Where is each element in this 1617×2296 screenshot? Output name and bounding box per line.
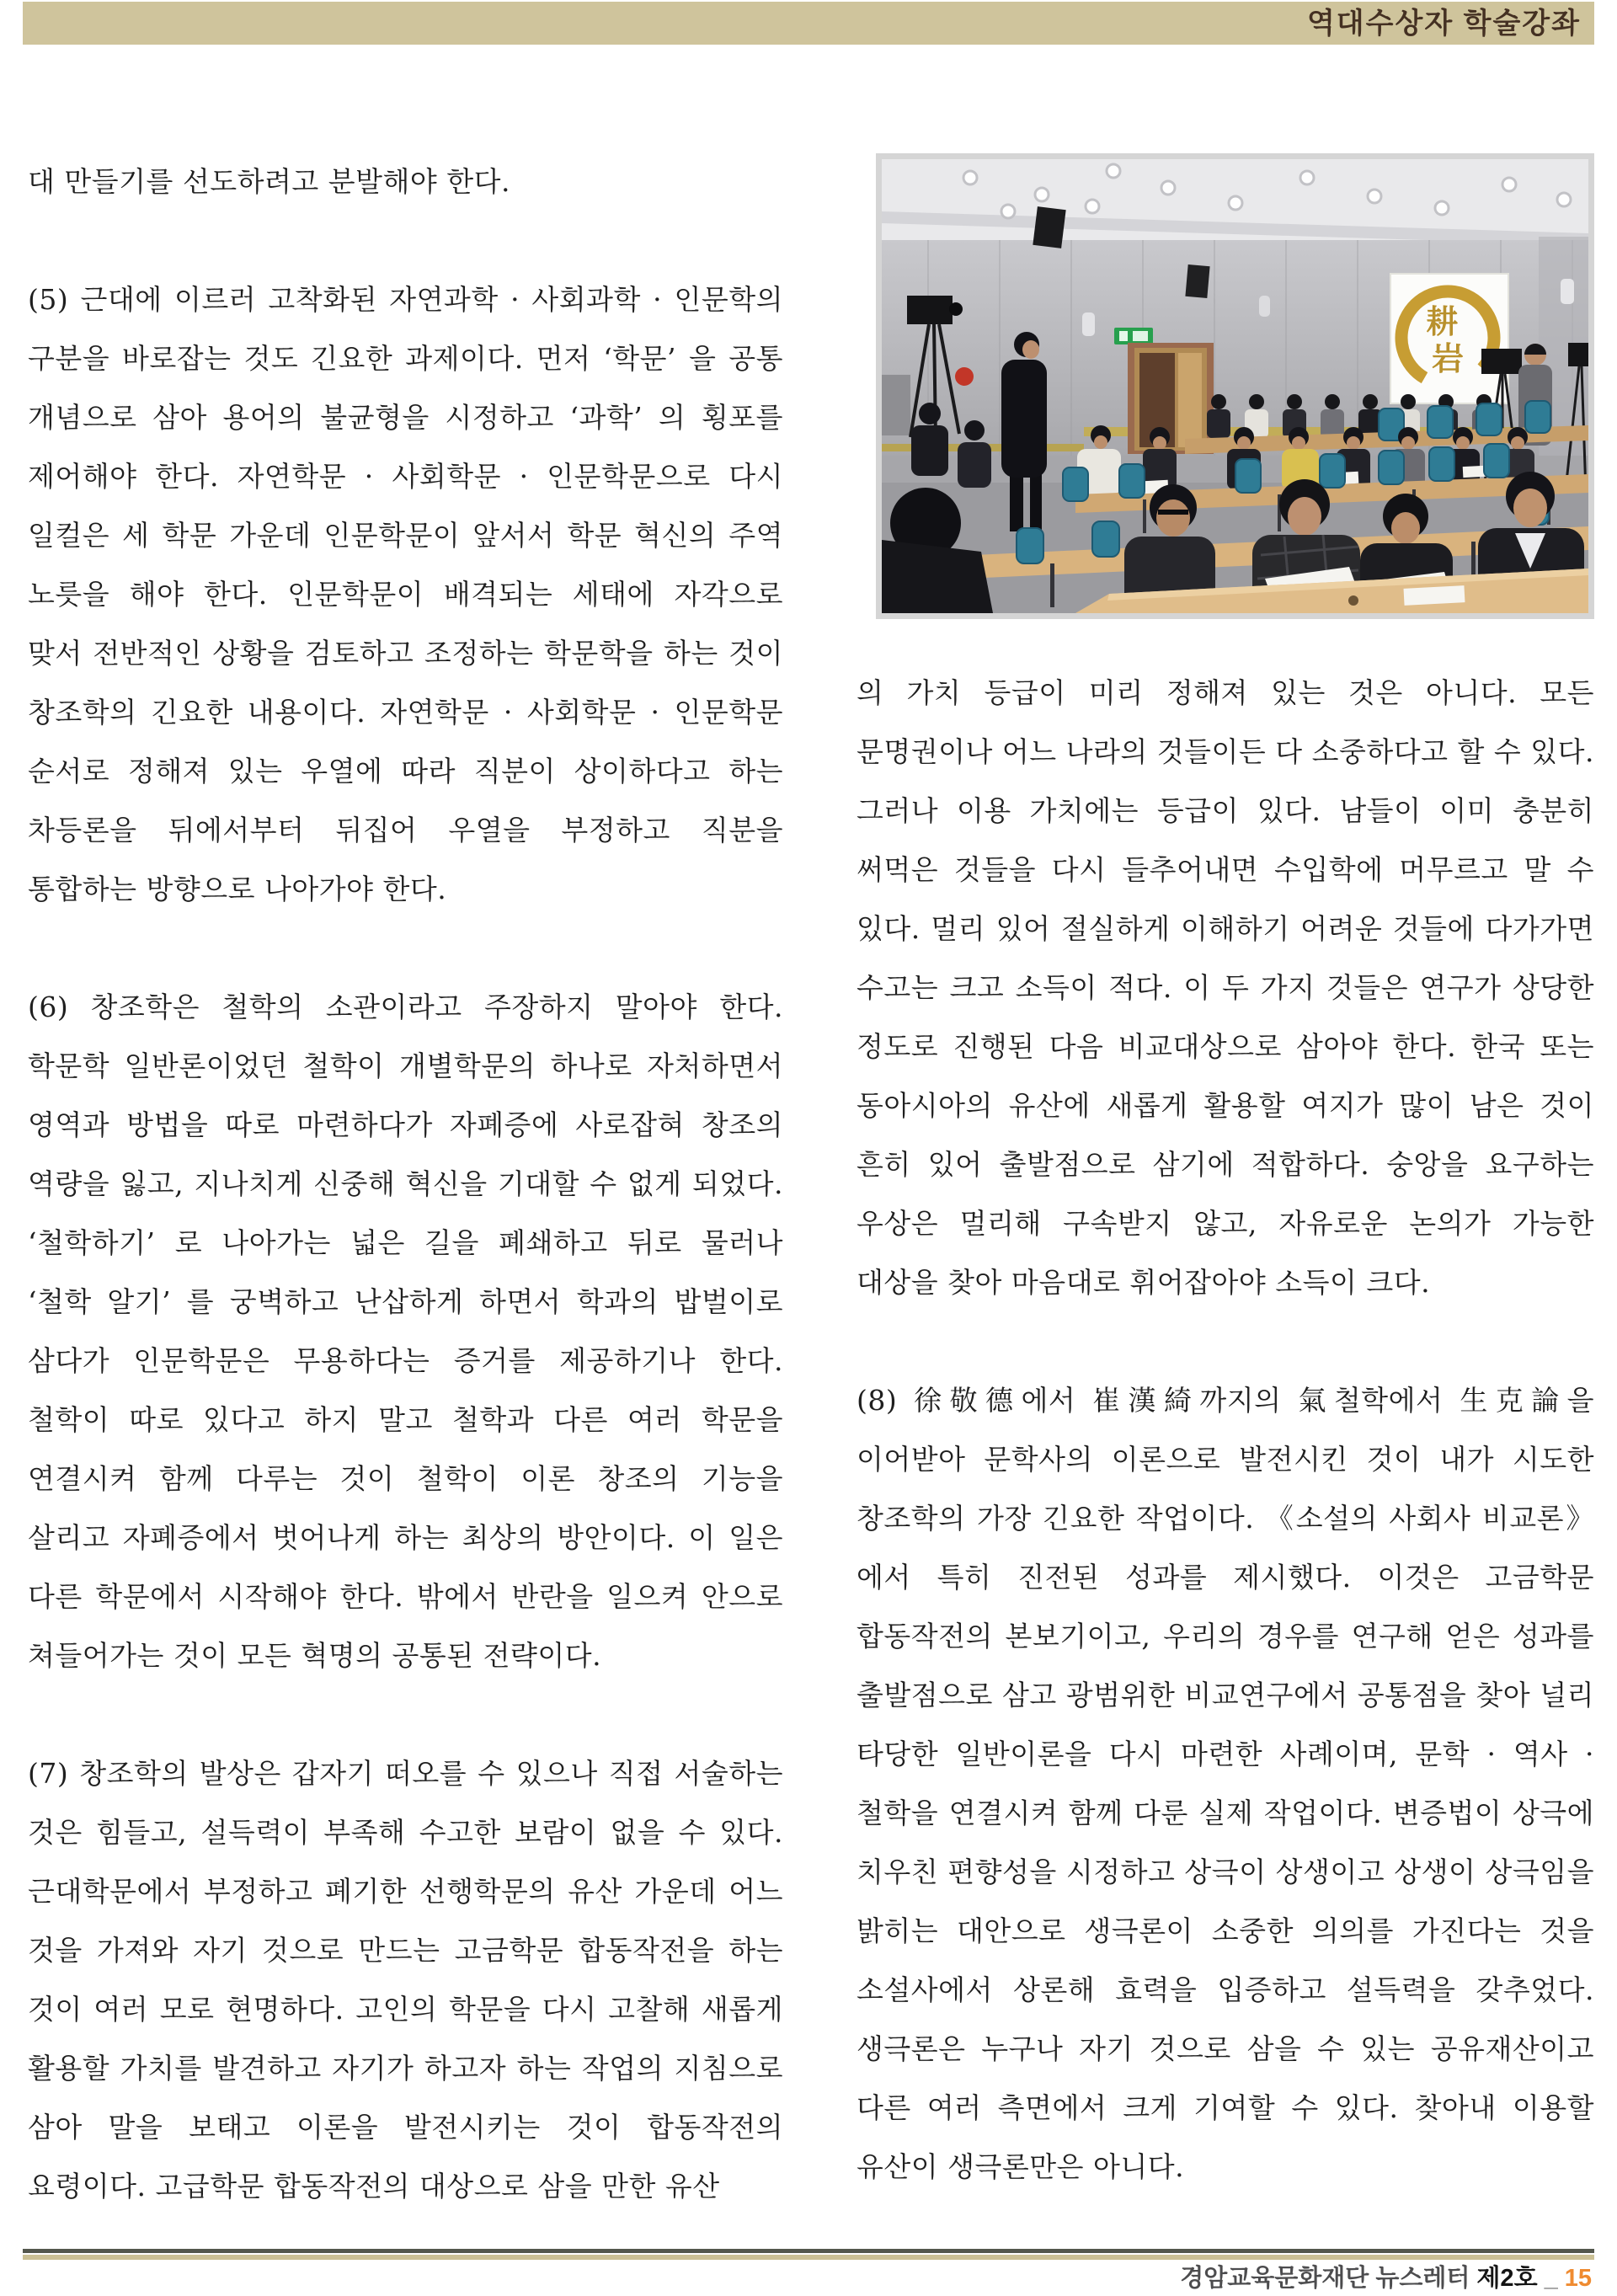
footer-separator: _ <box>1544 2265 1558 2292</box>
footer-rule-dark <box>23 2249 1594 2253</box>
footer-issue-label: 제2호 <box>1476 2265 1538 2292</box>
header-bar <box>23 2 1594 45</box>
photo-logo-text: 耕 岩 <box>1426 302 1465 377</box>
paragraph-6: (6) 창조학은 철학의 소관이라고 주장하지 말아야 한다. 학문학 일반론이었던 철학이 개별학문의 하나로 자처하면서 영역과 방법을 따로 마련하다가 자폐증에 사로잡혀 창조의 역량을 잃고, 지나치게 신중해 혁신을 기대할 수 없게 되었다. ‘철학하기’ 로 나아가는 넓은 길을 폐쇄하고 뒤로 물러나 ‘철학 알기’ 를 궁벽하고 난삽하게 하면서 학과의 밥벌이로 삼다가 인문학문은 무용하다는 증거를 제공하기나 한다. 철학이 따로 있다고 하지 말고 철학과 다른 여러 학문을 연결시켜 함께 다루는 것이 철학이 이론 창조의 기능을 살리고 자폐증에서 벗어나게 하는 최상의 방안이다. 이 일은 다른 학문에서 시작해야 한다. 밖에서 반란을 일으켜 안으로 쳐들어가는 것이 모든 혁명의 공통된 전략이다. <box>28 990 783 1672</box>
paragraph-intro: 대 만들기를 선도하려고 분발해야 한다. <box>28 165 510 198</box>
footer-newsletter-label: 경암교육문화재단 뉴스레터 <box>1180 2265 1470 2292</box>
lecture-hall-photo-illustration <box>882 159 1588 613</box>
footer-rule-tan <box>23 2255 1594 2260</box>
footer-page-number: 15 <box>1564 2265 1592 2292</box>
paragraph-8: (8) 徐敬德에서 崔漢綺까지의 氣철학에서 生克論을 이어받아 문학사의 이론으로 발전시킨 것이 내가 시도한 창조학의 가장 긴요한 작업이다. 《소설의 사회사 비교론》에서 특히 진전된 성과를 제시했다. 이것은 고금학문 합동작전의 본보기이고, 우리의 경우를 연구해 얻은 성과를 출발점으로 삼고 광범위한 비교연구에서 공통점을 찾아 널리 타당한 일반이론을 다시 마련한 사례이며, 문학 · 역사 · 철학을 연결시켜 함께 다룬 실제 작업이다. 변증법이 상극에 치우친 편향성을 시정하고 상극이 상생이고 상생이 상극임을 밝히는 대안으로 생극론이 소중한 의의를 가진다는 것을 소설사에서 상론해 효력을 입증하고 설득력을 갖추었다. 생극론은 누구나 자기 것으로 삼을 수 있는 공유재산이고 다른 여러 측면에서 크게 기여할 수 있다. 찾아내 이용할 유산이 생극론만은 아니다. <box>857 1384 1595 2183</box>
paragraph-7: (7) 창조학의 발상은 갑자기 떠오를 수 있으나 직접 서술하는 것은 힘들고, 설득력이 부족해 수고한 보람이 없을 수 있다. 근대학문에서 부정하고 폐기한 선행학문의 유산 가운데 어느 것을 가져와 자기 것으로 만드는 고금학문 합동작전을 하는 것이 여러 모로 현명하다. 고인의 학문을 다시 고찰해 새롭게 활용할 가치를 발견하고 자기가 하고자 하는 작업의 지침으로 삼아 말을 보태고 이론을 발전시키는 것이 합동작전의 요령이다. 고급학문 합동작전의 대상으로 삼을 만한 유산 <box>28 1757 783 2203</box>
lecture-photo <box>876 153 1594 619</box>
footer <box>1180 2264 1592 2293</box>
left-column <box>28 152 783 2216</box>
paragraph-right-continued: 의 가치 등급이 미리 정해져 있는 것은 아니다. 모든 문명권이나 어느 나라의 것들이든 다 소중하다고 할 수 있다. 그러나 이용 가치에는 등급이 있다. 남들이 이미 충분히 써먹은 것들을 다시 들추어내면 수입학에 머무르고 말 수 있다. 멀리 있어 절실하게 이해하기 어려운 것들에 다가가면 수고는 크고 소득이 적다. 이 두 가지 것들은 연구가 상당한 정도로 진행된 다음 비교대상으로 삼아야 한다. 한국 또는 동아시아의 유산에 새롭게 활용할 여지가 많이 남은 것이 흔히 있어 출발점으로 삼기에 적합하다. 숭앙을 요구하는 우상은 멀리해 구속받지 않고, 자유로운 논의가 가능한 대상을 찾아 마음대로 휘어잡아야 소득이 크다. <box>857 676 1594 1299</box>
paragraph-5: (5) 근대에 이르러 고착화된 자연과학 · 사회과학 · 인문학의 구분을 바로잡는 것도 긴요한 과제이다. 먼저 ‘학문’ 을 공통 개념으로 삼아 용어의 불균형을 시정하고 ‘과학’ 의 횡포를 제어해야 한다. 자연학문 · 사회학문 · 인문학문으로 다시 일컬은 세 학문 가운데 인문학문이 앞서서 학문 혁신의 주역 노릇을 해야 한다. 인문학문이 배격되는 세태에 자각으로 맞서 전반적인 상황을 검토하고 조정하는 학문학을 하는 것이 창조학의 긴요한 내용이다. 자연학문 · 사회학문 · 인문학문 순서로 정해져 있는 우열에 따라 직분이 상이하다고 하는 차등론을 뒤에서부터 뒤집어 우열을 부정하고 직분을 통합하는 방향으로 나아가야 한다. <box>28 283 783 905</box>
page-header-title: 역대수상자 학술강좌 <box>1306 8 1581 40</box>
right-column <box>857 664 1594 2197</box>
